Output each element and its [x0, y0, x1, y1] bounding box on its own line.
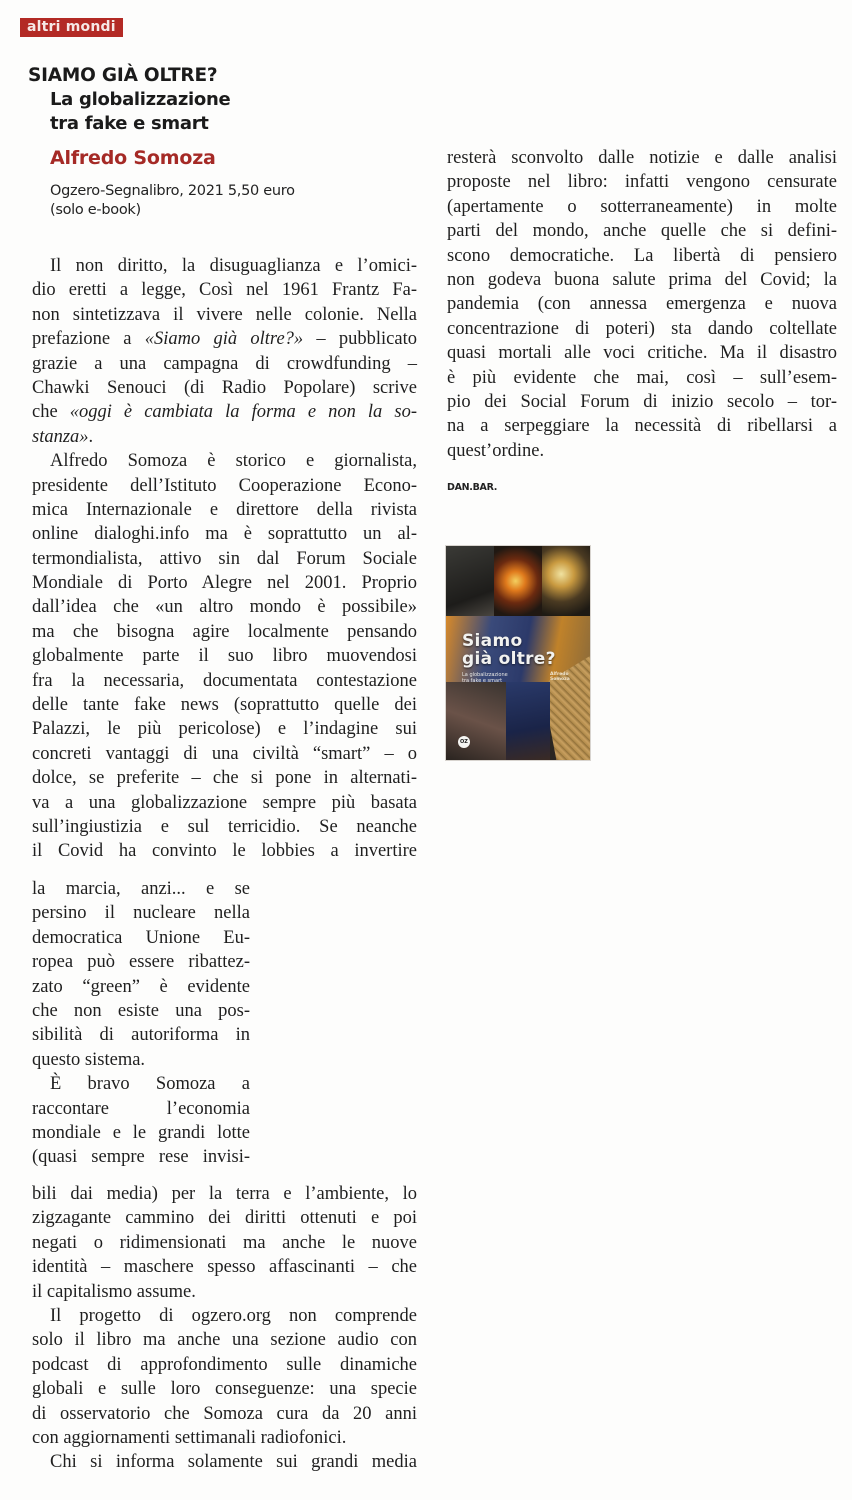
text-line: persino il nucleare nella [32, 903, 250, 924]
text-line: fra la necessaria, documentata contestazione [32, 670, 417, 691]
cover-author-line: Alfredo [550, 672, 569, 677]
text-line: democratica Unione Eu- [32, 927, 250, 948]
cover-title [462, 632, 556, 668]
text-run: – pubblicato [303, 329, 417, 350]
book-cover-image [446, 546, 590, 760]
text-line: concentrazione di poteri) sta dando coltellate [447, 318, 837, 339]
text-line: la marcia, anzi... e se [32, 879, 250, 899]
cover-photo-tile [446, 682, 506, 760]
cover-photo-tile [494, 546, 542, 616]
text-line: scono democratiche. La libertà di pensiero [447, 245, 837, 266]
text-line: (quasi sempre rese invisi- [32, 1147, 250, 1168]
text-line: di osservatorio che Somoza cura da 20 anni [32, 1403, 417, 1424]
text-line: non godeva buona salute prima del Covid; la [447, 269, 837, 290]
text-line: Mondiale di Porto Alegre nel 2001. Proprio [32, 573, 417, 594]
body-column-left-narrow [32, 877, 250, 1170]
text-line: dall’idea che «un altro mondo è possibile» [32, 597, 417, 618]
cover-photo-tile [542, 546, 590, 616]
text-line: Chawki Senouci (di Radio Popolare) scrive [32, 377, 417, 398]
text-line: il Covid ha convinto le lobbies a invertire [32, 841, 417, 862]
text-line: solo il libro ma anche una sezione audio con [32, 1330, 417, 1351]
cover-photo-tile [506, 682, 550, 760]
text-line [32, 327, 417, 351]
text-line: (apertamente o sotterraneamente) in molte [447, 196, 837, 217]
text-line: ropea può essere ribattez- [32, 952, 250, 973]
text-line: Il non diritto, la disuguaglianza e l’omici- [50, 256, 417, 276]
text-line: zigzagante cammino dei diritti ottenuti e poi [32, 1208, 417, 1229]
text-run: che [32, 402, 70, 423]
text-line: parti del mondo, anche quelle che si defini- [447, 221, 837, 242]
text-line: concreti vantaggi di una civiltà “smart” – o [32, 743, 417, 764]
text-line: delle tante fake news (soprattutto quelle dei [32, 695, 417, 716]
cover-photo-tile [446, 546, 494, 616]
text-line: zato “green” è evidente [32, 976, 250, 997]
text-line: mica Internazionale e direttore della rivista [32, 499, 417, 520]
cover-subtitle-line: La globalizzazione [462, 672, 508, 678]
text-line: online dialoghi.info ma è soprattutto un al- [32, 524, 417, 545]
cover-author-line: Somoza [550, 677, 570, 682]
text-line: pandemia (con annessa emergenza e nuova [447, 294, 837, 315]
text-line: bili dai media) per la terra e l’ambiente, lo [32, 1184, 417, 1204]
text-line: quest’ordine. [447, 440, 545, 461]
article-header [28, 64, 423, 220]
body-column-left-top [32, 254, 417, 864]
book-author: Alfredo Somoza [50, 147, 216, 169]
text-line: grazie a una campagna di crowdfunding – [32, 353, 417, 374]
text-line: questo sistema. [32, 1049, 146, 1070]
text-line: negati o ridimensionati ma anche le nuove [32, 1232, 417, 1253]
subtitle-line: La globalizzazione [50, 89, 231, 110]
text-line: non sintetizzava il vivere nelle colonie. Nella [32, 304, 417, 325]
text-line: podcast di approfondimento sulle dinamiche [32, 1354, 417, 1375]
text-line: Alfredo Somoza è storico e giornalista, [50, 451, 417, 472]
text-line: resterà sconvolto dalle notizie e dalle analisi [447, 148, 837, 168]
text-line: è più evidente che mai, così – sull’esem- [447, 367, 837, 388]
text-line: dio eretti a legge, Così nel 1961 Frantz Fa- [32, 280, 417, 301]
text-line: na a serpeggiare la necessità di ribellarsi a [447, 416, 837, 437]
text-run: . [88, 426, 94, 447]
text-line: quasi mortali alle voci critiche. Ma il disastro [447, 343, 837, 364]
text-line: mondiale e le grandi lotte [32, 1122, 250, 1143]
text-line: Il progetto di ogzero.org non comprende [50, 1305, 417, 1326]
subtitle-line: tra fake e smart [50, 113, 209, 134]
text-line: va a una globalizzazione sempre più basata [32, 792, 417, 813]
article-subtitle [28, 88, 423, 136]
text-line: identità – maschere spesso affascinanti – che [32, 1257, 417, 1278]
text-line: ma che bisogna agire localmente pensando [32, 621, 417, 642]
text-line: raccontare l’economia [32, 1098, 250, 1119]
text-line: presidente dell’Istituto Cooperazione Econo- [32, 475, 417, 496]
text-line: proposte nel libro: infatti vengono censurate [447, 172, 837, 193]
article-title: SIAMO GIÀ OLTRE? [28, 65, 218, 86]
author-signature: DAN.BAR. [447, 482, 498, 493]
text-line: termondialista, attivo sin dal Forum Sociale [32, 548, 417, 569]
body-column-left-bottom [32, 1182, 417, 1475]
text-line [32, 425, 417, 449]
cover-title-line: Siamo [462, 631, 523, 651]
italic-quote: stanza» [32, 426, 89, 447]
text-line: che non esiste una pos- [32, 1000, 250, 1021]
text-line: Chi si informa solamente sui grandi media [50, 1452, 417, 1473]
section-tag: altri mondi [20, 18, 123, 37]
text-line: globalmente parte il suo libro muovendosi [32, 646, 417, 667]
text-line: Palazzi, le più pericolose) e l’indagine sui [32, 719, 417, 740]
text-line: dolce, se preferite – che si pone in alternati- [32, 768, 417, 789]
text-line: pio dei Social Forum di inizio secolo – tor- [447, 391, 837, 412]
text-line: sull’ingiustizia e sul terricidio. Se neanche [32, 816, 417, 837]
italic-quote: «Siamo già oltre?» [144, 329, 304, 350]
cover-subtitle-line: tra fake e smart [462, 678, 503, 684]
publication-info [28, 182, 423, 220]
text-run: prefazione a [32, 329, 145, 350]
body-column-right [447, 146, 837, 463]
text-line: globali e sulle loro conseguenze: una specie [32, 1379, 417, 1400]
publisher-logo-icon: OZ [458, 736, 470, 748]
text-line: sibilità di autoriforma in [32, 1025, 250, 1046]
text-line: con aggiornamenti settimanali radiofonici. [32, 1427, 347, 1448]
cover-subtitle [462, 672, 508, 684]
italic-quote: «oggi è cambiata la forma e non la so- [69, 402, 417, 423]
publisher-price: Ogzero-Segnalibro, 2021 5,50 euro [50, 183, 295, 199]
cover-title-line: già oltre? [462, 649, 556, 669]
cover-author [550, 672, 570, 682]
text-line [32, 400, 417, 424]
text-line: il capitalismo assume. [32, 1281, 196, 1302]
text-line: È bravo Somoza a [50, 1074, 250, 1095]
format-note: (solo e-book) [50, 202, 141, 218]
